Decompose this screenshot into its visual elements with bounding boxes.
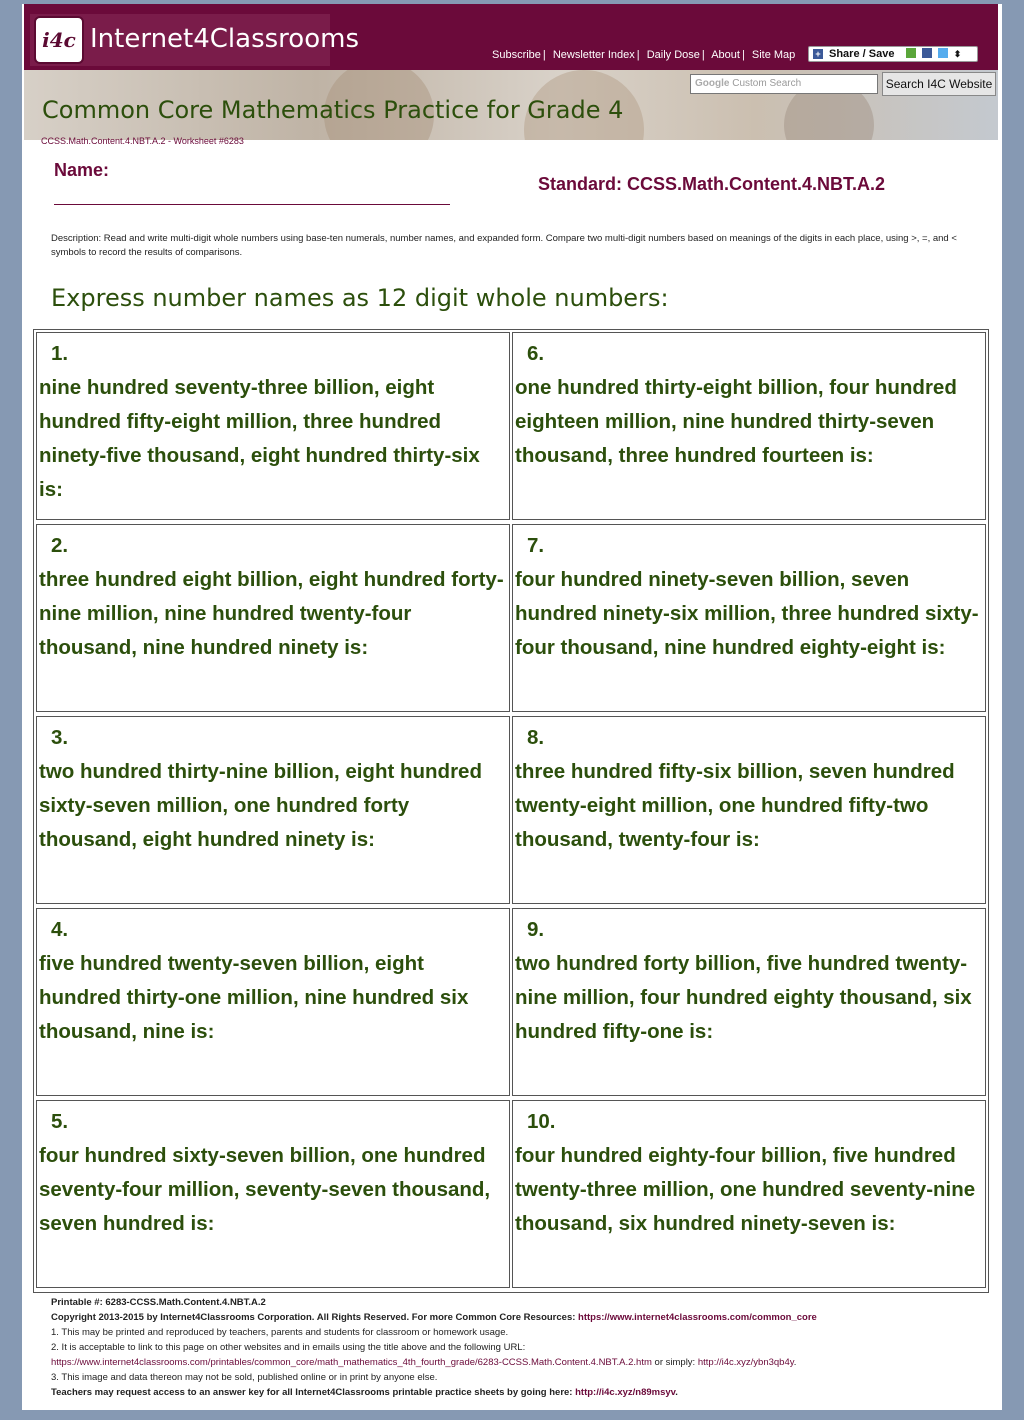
usage-line-3: 3. This image and data thereon may not be sold, published online or in print by anyone else. <box>51 1372 438 1383</box>
google-label: Google <box>695 78 730 89</box>
common-core-link[interactable]: https://www.internet4classrooms.com/common_core <box>578 1312 817 1323</box>
problem-text: four hundred sixty-seven billion, one hundred seventy-four million, seventy-seven thousand, seven hundred is: <box>39 1144 491 1235</box>
problem-number: 4. <box>51 918 69 941</box>
problem-number: 3. <box>51 726 69 749</box>
nav-subscribe[interactable]: Subscribe <box>492 49 541 61</box>
problem-text: three hundred eight billion, eight hundred forty-nine million, nine hundred twenty-four thousand, nine hundred ninety is: <box>39 568 504 659</box>
problem-cell <box>36 1100 510 1288</box>
usage-line-2: 2. It is acceptable to link to this page on other websites and in emails using the title above and the following URL: <box>51 1342 526 1353</box>
problem-number: 2. <box>51 534 69 557</box>
problem-text: one hundred thirty-eight billion, four hundred eighteen million, nine hundred thirty-seven thousand, three hundred fourteen is: <box>515 376 957 467</box>
twitter-icon <box>938 48 948 58</box>
problem-number: 6. <box>527 342 545 365</box>
problem-number: 9. <box>527 918 545 941</box>
search-placeholder: Custom Search <box>732 78 802 89</box>
problem-cell <box>36 908 510 1096</box>
top-nav: Subscribe | Newsletter Index | Daily Dose | About | Site Map <box>492 49 796 61</box>
problem-text: four hundred ninety-seven billion, seven hundred ninety-six million, three hundred sixty-four thousand, nine hundred eighty-eight is: <box>515 568 979 659</box>
problem-cell <box>512 716 986 904</box>
problem-cell <box>512 524 986 712</box>
site-logo[interactable] <box>30 14 359 66</box>
worksheet-id: CCSS.Math.Content.4.NBT.A.2 - Worksheet #6283 <box>41 136 244 146</box>
problem-text: two hundred thirty-nine billion, eight hundred sixty-seven million, one hundred forty thousand, eight hundred ninety is: <box>39 760 482 851</box>
problem-text: five hundred twenty-seven billion, eight hundred thirty-one million, nine hundred six thousand, nine is: <box>39 952 469 1043</box>
problem-cell <box>512 1100 986 1288</box>
standard-label: Standard: CCSS.Math.Content.4.NBT.A.2 <box>538 174 886 194</box>
problem-text: three hundred fifty-six billion, seven hundred twenty-eight million, one hundred fifty-two thousand, twenty-four is: <box>515 760 955 851</box>
copyright-line <box>51 1310 991 1325</box>
url-line: https://www.internet4classrooms.com/printables/common_core/math_mathematics_4th_fourth_grade/6283-CCSS.Math.Content.4.NBT.A.2.htm or simply: http://i4c.xyz/ybn3qb4y. <box>51 1357 797 1368</box>
worksheet-url-link[interactable]: https://www.internet4classrooms.com/printables/common_core/math_mathematics_4th_fourth_grade/6283-CCSS.Math.Content.4.NBT.A.2.htm <box>51 1357 652 1368</box>
problem-cell <box>512 332 986 520</box>
name-label: Name: <box>54 160 110 180</box>
problem-cell <box>36 716 510 904</box>
logo-badge: i4c <box>34 16 84 64</box>
nav-newsletter-index[interactable]: Newsletter Index <box>552 49 635 61</box>
usage-line-1: 1. This may be printed and reproduced by teachers, parents and students for classroom or homework usage. <box>51 1327 509 1338</box>
facebook-icon <box>922 48 932 58</box>
page-title: Common Core Mathematics Practice for Grade 4 <box>42 96 624 124</box>
logo-text: Internet4Classrooms <box>90 24 359 54</box>
description: Description: Read and write multi-digit whole numbers using base-ten numerals, number names, and expanded form. Compare two multi-digit numbers based on meanings of the digits in each place, using >, =, and < symbols to record the results of comparisons. <box>51 233 957 258</box>
worksheet-page <box>22 4 1002 1410</box>
problem-number: 7. <box>527 534 545 557</box>
problems-table <box>33 329 989 1293</box>
answer-key-text: Teachers may request access to an answer key for all Internet4Classrooms printable practice sheets by going here: <box>51 1387 573 1398</box>
share-plus-icon: + <box>813 49 823 59</box>
problem-cell <box>36 524 510 712</box>
short-url-link[interactable]: http://i4c.xyz/ybn3qb4y <box>697 1357 794 1368</box>
share-save-button[interactable] <box>808 46 978 62</box>
site-header <box>24 4 998 70</box>
banner <box>24 70 998 140</box>
problem-text: two hundred forty billion, five hundred twenty-nine million, four hundred eighty thousand, six hundred fifty-one is: <box>515 952 972 1043</box>
problem-text: nine hundred seventy-three billion, eight hundred fifty-eight million, three hundred ninety-five thousand, eight hundred thirty-six is: <box>39 376 480 501</box>
footer <box>51 1295 991 1400</box>
problem-cell <box>512 908 986 1096</box>
search-button[interactable]: Search I4C Website <box>882 72 996 96</box>
instructions: Express number names as 12 digit whole numbers: <box>51 284 669 312</box>
printable-number: Printable #: 6283-CCSS.Math.Content.4.NBT.A.2 <box>51 1297 266 1308</box>
name-line <box>54 204 450 205</box>
problem-number: 1. <box>51 342 69 365</box>
copyright-text: Copyright 2013-2015 by Internet4Classrooms Corporation. All Rights Reserved. For more Common Core Resources: <box>51 1312 576 1323</box>
problem-number: 5. <box>51 1110 69 1133</box>
or-simply-text: or simply: <box>654 1357 696 1368</box>
share-dropdown-icon: ⬍ <box>953 49 962 59</box>
nav-about[interactable]: About <box>711 49 740 61</box>
nav-daily-dose[interactable]: Daily Dose <box>646 49 700 61</box>
problem-cell <box>36 332 510 520</box>
share-email-icon <box>906 48 916 58</box>
nav-site-map[interactable]: Site Map <box>751 49 796 61</box>
problem-text: four hundred eighty-four billion, five hundred twenty-three million, one hundred seventy-nine thousand, six hundred ninety-seven is: <box>515 1144 976 1235</box>
problem-number: 10. <box>527 1110 556 1133</box>
search-input[interactable] <box>690 74 878 94</box>
problem-number: 8. <box>527 726 545 749</box>
answer-key-line: Teachers may request access to an answer key for all Internet4Classrooms printable practice sheets by going here: http://i4c.xyz/n89msyv. <box>51 1387 678 1398</box>
answer-key-link[interactable]: http://i4c.xyz/n89msyv <box>575 1387 676 1398</box>
share-save-label: Share / Save <box>829 48 895 60</box>
